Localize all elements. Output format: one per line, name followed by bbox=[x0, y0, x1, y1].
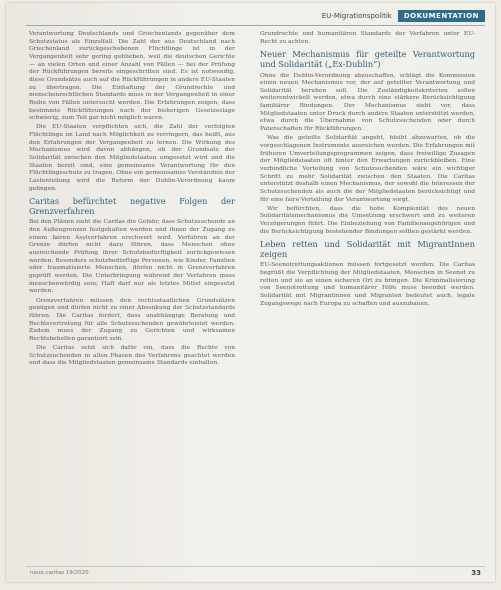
right-column bbox=[260, 31, 475, 310]
right-paragraph-4: Wir befürchten, dass die hohe Komplexität des neuen Solidaritätsmechanismus die Umsetzung erschwert und zu weiteren Verzögerungen führt. Die Einbeziehung von Familienangehörigen und die Berücksichtigung bestehender Bindungen sollten gestärkt werden. bbox=[260, 205, 475, 235]
left-paragraph-5: Die Caritas setzt sich dafür ein, dass die Rechte von Schutzsuchenden in allen Phasen des Verfahrens geachtet werden und dass die Mitgliedstaaten gemeinsame Standards einhalten. bbox=[29, 344, 235, 367]
footer-rule bbox=[26, 566, 485, 567]
page-header bbox=[26, 9, 485, 23]
footer-publication: neue caritas 19/2020 bbox=[30, 570, 89, 576]
header-section-badge: DOKUMENTATION bbox=[398, 10, 485, 22]
right-paragraph-5: EU-Seenotrettungsaktionen müssen fortgesetzt werden. Die Caritas begrüßt die Verpflichtung der Mitgliedstaaten, Menschen in Seenot zu retten und sie an einen sicheren Ort zu bringen. Die Kriminalisierung von Seenotrettung und humanitärer Hilfe muss beendet werden. Solidarität mit Migrantinnen und Migranten bedeutet auch, legale Zugangswege nach Europa zu schaffen und auszubauen. bbox=[260, 262, 475, 307]
left-paragraph-3: Bei den Plänen sieht die Caritas die Gefahr, dass Schutzsuchende an den Außengrenzen festgehalten werden und ihnen der Zugang zu einem fairen Asylverfahren erschwert wird. Verfahren an der Grenze dürfen nicht dazu führen, dass Menschen ohne ausreichende Prüfung ihrer Schutzbedürftigkeit zurückgewiesen werden. Besonders schutzbedürftige Personen, wie Kinder, Familien oder traumatisierte Menschen, dürfen nicht in Grenzverfahren geprüft werden. Die Unterbringung während der Verfahren muss menschenwürdig sein; Haft darf nur als letztes Mittel eingesetzt werden. bbox=[29, 219, 235, 295]
left-heading-1: Caritas befürchtet negative Folgen der Grenzverfahren bbox=[29, 196, 235, 216]
header-rule bbox=[26, 25, 485, 26]
left-paragraph-4: Grenzverfahren müssen den rechtsstaatlichen Grundsätzen genügen und dürfen nicht zu einer Absenkung der Schutzstandards führen. Die Caritas fordert, dass unabhängige Beratung und Rechtsvertretung für alle Schutzsuchenden gewährleistet werden. Zudem muss der Zugang zu Gerichten und wirksamen Rechtsbehelfen garantiert sein. bbox=[29, 297, 235, 342]
left-paragraph-2: Die EU-Staaten verpflichten sich, die Zahl der verfolgten Flüchtlinge im Land nach Möglichkeit zu verringern, das heißt, aus den Erfahrungen der Vergangenheit zu lernen. Die Wirkung des Mechanismus wird davon abhängen, ob der Grundsatz der Solidarität zwischen den Mitgliedstaaten umgesetzt wird und die Staaten bereit sind, eine gemeinsame Verantwortung für den Flüchtlingsschutz zu tragen. Ohne ein gemeinsames Verständnis der Lastenteilung wird die Reform der Dublin-Verordnung kaum gelingen. bbox=[29, 124, 235, 192]
page-number: 33 bbox=[471, 569, 481, 577]
right-paragraph-1: Grundrechte und humanitären Standards der Verfahren unter EU-Recht zu achten. bbox=[260, 31, 475, 45]
document-page bbox=[6, 3, 495, 582]
right-paragraph-3: Was die geteilte Solidarität angeht, bleibt abzuwarten, ob die vorgeschlagenen Instrumente ausreichen werden. Die Erfahrungen mit früheren Umverteilungsprogrammen zeigen, dass freiwillige Zusagen der Mitgliedstaaten oft hinter den Erwartungen zurückbleiben. Eine verbindliche Verteilung von Schutzsuchenden wäre ein wichtiger Schritt zu mehr Solidarität zwischen den Staaten. Die Caritas unterstützt deshalb einen Mechanismus, der sowohl die Interessen der Schutzsuchenden als auch die der Mitgliedstaaten berücksichtigt und für eine faire Verteilung der Verantwortung sorgt. bbox=[260, 135, 475, 203]
left-column bbox=[29, 31, 235, 369]
right-heading-2: Leben retten und Solidarität mit MigrantInnen zeigen bbox=[260, 239, 475, 259]
right-paragraph-2: Ohne die Dublin-Verordnung abzuschaffen, schlägt die Kommission einen neuen Mechanismus vor, der auf geteilter Verantwortung und Solidarität beruhen soll. Die Zuständigkeitskriterien sollen weiterentwickelt werden, etwa durch eine stärkere Berücksichtigung familiärer Bindungen. Der Mechanismus sieht vor, dass Mitgliedstaaten unter Druck durch andere Staaten unterstützt werden, etwa durch die Übernahme von Schutzsuchenden oder durch Patenschaften für Rückführungen. bbox=[260, 72, 475, 133]
header-rubric: EU-Migrationspolitik bbox=[321, 12, 392, 20]
right-heading-1: Neuer Mechanismus für geteilte Verantwortung und Solidarität („Ex-Dublin“) bbox=[260, 49, 475, 69]
left-paragraph-1: Verantwortung Deutschlands und Griechenlands gegenüber dem Schutzstatus als Einzelfall. Die Zahl der aus Deutschland nach Griechenland zurückgeschobenen Flüchtlinge ist in der Vergangenheit sehr gering geblieben, weil die deutschen Gerichte — an vielen Orten und einer Anzahl von Fällen — bei der Prüfung der Rückführungen bereits eingeschritten sind. Es ist notwendig, diese Grundsätze auch auf die Rückführungen in andere EU-Staaten zu übertragen. Die Einhaltung der Grundrechte und menschenrechtlichen Standards muss in der Vergangenheit in einer Reihe von Fällen untersucht werden. Die Erfahrungen zeigen, dass bestimmte Rückführungen nach der bisherigen Gesetzeslage schwierig, zum Teil gar nicht möglich waren. bbox=[29, 31, 235, 122]
